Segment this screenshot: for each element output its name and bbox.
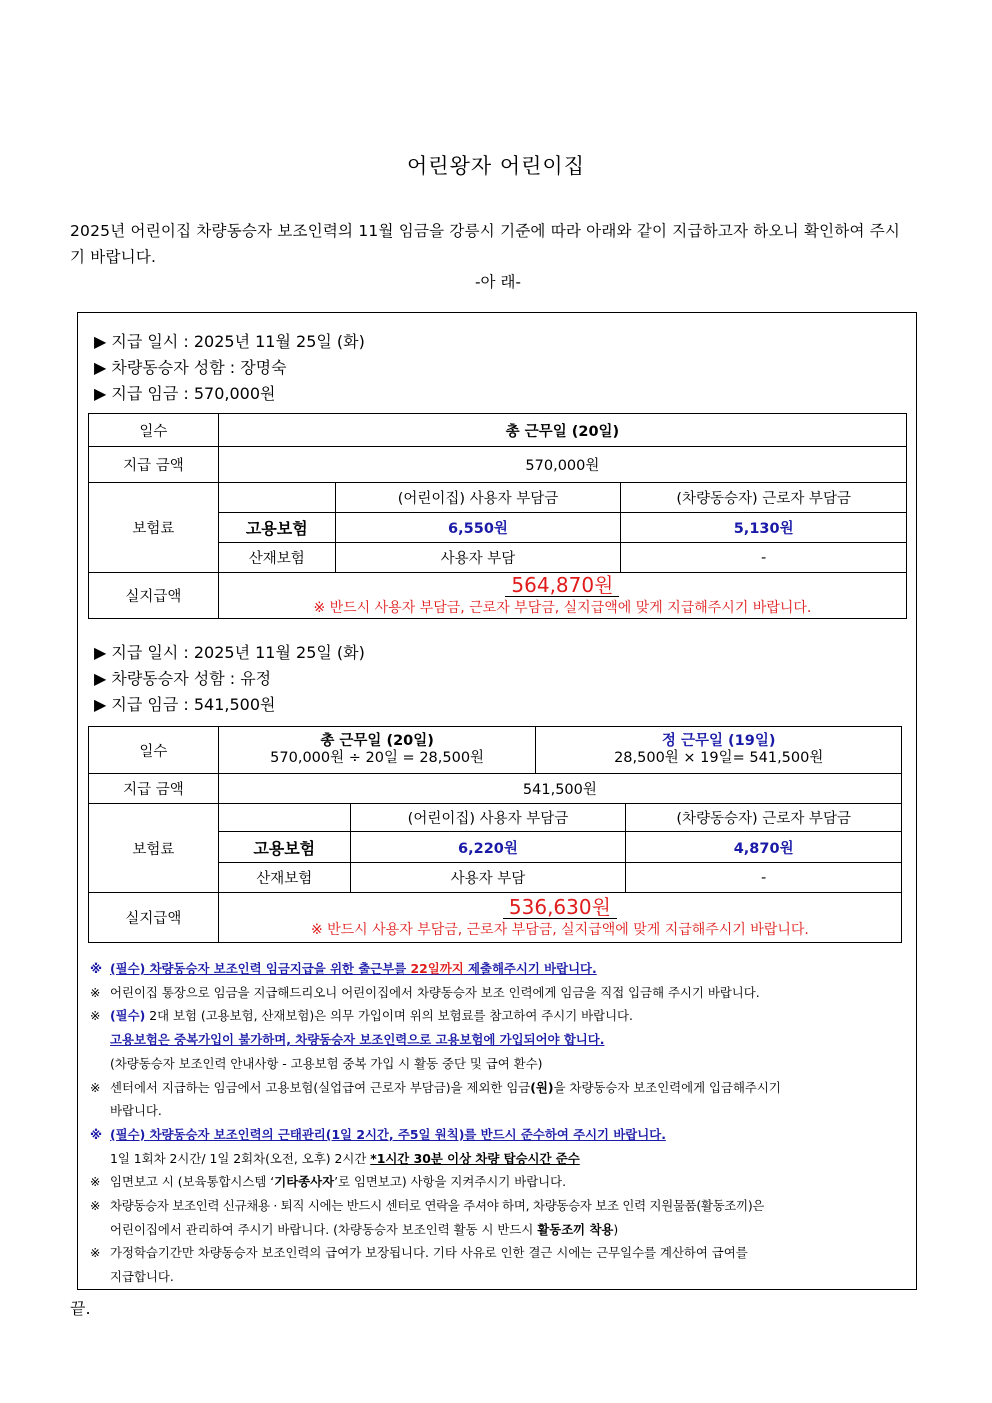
note-mark: ※ — [90, 1079, 101, 1095]
accident-employer-value: 사용자 부담 — [335, 543, 621, 573]
amount-value: 570,000원 — [218, 447, 906, 483]
end-mark: 끝. — [70, 1299, 91, 1318]
note-3-line-3: (차량동승자 보조인력 안내사항 - 고용보험 중복 가입 시 활동 중단 및 급여 환수) — [110, 1055, 543, 1071]
payment-wage: ▶ 지급 임금 : 570,000원 — [94, 384, 276, 403]
note-mark: ※ — [90, 1245, 101, 1261]
employment-insurance-label: 고용보험 — [218, 513, 335, 543]
insurance-label: 보험료 — [89, 483, 219, 573]
amount-label: 지급 금액 — [89, 447, 219, 483]
note-8 — [88, 1241, 912, 1265]
payment-1-table — [88, 413, 907, 619]
employment-employer-amount: 6,220원 — [350, 832, 626, 863]
employment-worker-amount: 4,870원 — [626, 832, 902, 863]
note-mark: ※ — [90, 1126, 103, 1142]
net-label: 실지급액 — [89, 893, 219, 943]
note-7-text: 차량동승자 보조인력 신규채용 · 퇴직 시에는 반드시 센터로 연락을 주셔야 하며, 차량동승자 보조 인력 지원물품(활동조끼)은 — [110, 1198, 765, 1214]
note-7 — [88, 1194, 912, 1218]
note-4-text-b: (원) — [530, 1079, 554, 1095]
payment-warning: ※ 반드시 사용자 부담금, 근로자 부담금, 실지급액에 맞게 지급해주시기 바랍니다. — [313, 600, 812, 616]
note-4-line-2: 바랍니다. — [110, 1103, 162, 1119]
note-6-text-c: ’로 임면보고) 사항을 지켜주시기 바랍니다. — [334, 1174, 567, 1190]
accident-insurance-label: 산재보험 — [218, 863, 350, 893]
payment-date: ▶ 지급 일시 : 2025년 11월 25일 (화) — [94, 643, 365, 662]
days-actual-title: 정 근무일 (19일) — [661, 733, 776, 749]
note-mark: ※ — [90, 1198, 101, 1214]
accident-employer-value: 사용자 부담 — [350, 863, 626, 893]
insurance-label: 보험료 — [89, 804, 219, 893]
note-7-line-2 — [88, 1218, 912, 1242]
note-8-line-2: 지급합니다. — [110, 1269, 174, 1285]
worker-header: (차량동승자) 근로자 부담금 — [621, 483, 907, 513]
days-actual-calc: 28,500원 × 19일= 541,500원 — [614, 750, 824, 766]
note-5 — [88, 1123, 912, 1147]
employer-header: (어린이집) 사용자 부담금 — [335, 483, 621, 513]
note-3-required: (필수) — [110, 1008, 146, 1024]
note-2-text: 어린이집 통장으로 임금을 지급해드리오니 어린이집에서 차량동승자 보조 인력에게 임금을 직접 입금해 주시기 바랍니다. — [110, 984, 760, 1000]
ahrae-heading: -아 래- — [474, 273, 522, 291]
days-actual-cell — [536, 727, 902, 774]
notes-section — [88, 957, 912, 1289]
days-total-title: 총 근무일 (20일) — [320, 733, 434, 749]
payment-date: ▶ 지급 일시 : 2025년 11월 25일 (화) — [94, 332, 365, 351]
note-7-line-2-c: ) — [613, 1221, 619, 1237]
net-cell — [218, 573, 906, 619]
note-mark: ※ — [90, 984, 101, 1000]
net-cell — [218, 893, 901, 943]
payee-name: ▶ 차량동승자 성함 : 장명숙 — [94, 358, 287, 377]
note-6 — [88, 1170, 912, 1194]
accident-insurance-label: 산재보험 — [218, 543, 335, 573]
days-label: 일수 — [89, 727, 219, 774]
days-total-cell — [218, 727, 536, 774]
note-3-text: 2대 보험 (고용보험, 산재보험)은 의무 가입이며 위의 보험료를 참고하여 주시기 바랍니다. — [145, 1008, 633, 1024]
note-mark: ※ — [90, 1174, 101, 1190]
note-8-text: 가정학습기간만 차량동승자 보조인력의 급여가 보장됩니다. 기타 사유로 인한 결근 시에는 근무일수를 계산하여 급여를 — [110, 1245, 748, 1261]
note-5-line-2 — [88, 1147, 912, 1171]
note-6-text-b: 기타종사자 — [274, 1174, 335, 1190]
worker-header: (차량동승자) 근로자 부담금 — [626, 804, 902, 832]
employment-worker-amount: 5,130원 — [621, 513, 907, 543]
net-amount: 564,870원 — [505, 574, 619, 597]
payment-warning: ※ 반드시 사용자 부담금, 근로자 부담금, 실지급액에 맞게 지급해주시기 바랍니다. — [310, 922, 809, 938]
accident-worker-value: - — [626, 863, 902, 893]
payee-name: ▶ 차량동승자 성함 : 유정 — [94, 669, 272, 688]
payment-1-info — [94, 329, 365, 407]
note-5-text: (필수) 차량동승자 보조인력의 근태관리(1일 2시간, 주5일 원칙)를 반드시 준수하여 주시기 바랍니다. — [110, 1126, 666, 1142]
note-1-text-a: (필수) 차량동승자 보조인력 임금지급을 위한 출근부를 — [110, 961, 411, 976]
note-3-line-2: 고용보험은 중복가입이 불가하며, 차량동승자 보조인력으로 고용보험에 가입되어야 합니다. — [110, 1032, 605, 1048]
amount-value: 541,500원 — [218, 774, 901, 804]
employment-employer-amount: 6,550원 — [335, 513, 621, 543]
note-1-text-c: 제출해주시기 바랍니다. — [463, 961, 597, 976]
note-7-line-2-b: 활동조끼 착용 — [537, 1221, 614, 1237]
accident-worker-value: - — [621, 543, 907, 573]
page-title: 어린왕자 어린이집 — [407, 154, 585, 178]
days-value: 총 근무일 (20일) — [218, 414, 906, 447]
intro-paragraph: 2025년 어린이집 차량동승자 보조인력의 11월 임금을 강릉시 기준에 따라 아래와 같이 지급하고자 하오니 확인하여 주시기 바랍니다. — [70, 222, 901, 266]
note-mark: ※ — [90, 1008, 101, 1024]
note-4 — [88, 1076, 912, 1100]
net-amount: 536,630원 — [503, 896, 617, 919]
note-4-text-a: 센터에서 지급하는 임금에서 고용보험(실업급여 근로자 부담금)을 제외한 임금 — [110, 1079, 531, 1095]
note-7-line-2-a: 어린이집에서 관리하여 주시기 바랍니다. (차량동승자 보조인력 활동 시 반드시 — [110, 1221, 538, 1237]
note-1-deadline: 22일까지 — [410, 961, 464, 976]
note-mark: ※ — [90, 961, 103, 976]
payment-2-table — [88, 726, 902, 943]
payment-2-info — [94, 640, 365, 718]
employment-insurance-label: 고용보험 — [218, 832, 350, 863]
days-label: 일수 — [89, 414, 219, 447]
note-1 — [88, 957, 912, 981]
note-3 — [88, 1004, 912, 1028]
net-label: 실지급액 — [89, 573, 219, 619]
note-4-text-c: 을 차량동승자 보조인력에게 입금해주시기 — [553, 1079, 781, 1095]
note-5-line-2-a: 1일 1회차 2시간/ 1일 2회차(오전, 오후) 2시간 — [110, 1150, 371, 1166]
days-total-calc: 570,000원 ÷ 20일 = 28,500원 — [270, 750, 485, 766]
payment-wage: ▶ 지급 임금 : 541,500원 — [94, 695, 276, 714]
blank-cell — [218, 804, 350, 832]
blank-cell — [218, 483, 335, 513]
note-5-line-2-b: *1시간 30분 이상 차량 탑승시간 준수 — [370, 1150, 580, 1166]
amount-label: 지급 금액 — [89, 774, 219, 804]
note-6-text-a: 임면보고 시 (보육통합시스템 ‘ — [110, 1174, 275, 1190]
employer-header: (어린이집) 사용자 부담금 — [350, 804, 626, 832]
note-2 — [88, 981, 912, 1005]
